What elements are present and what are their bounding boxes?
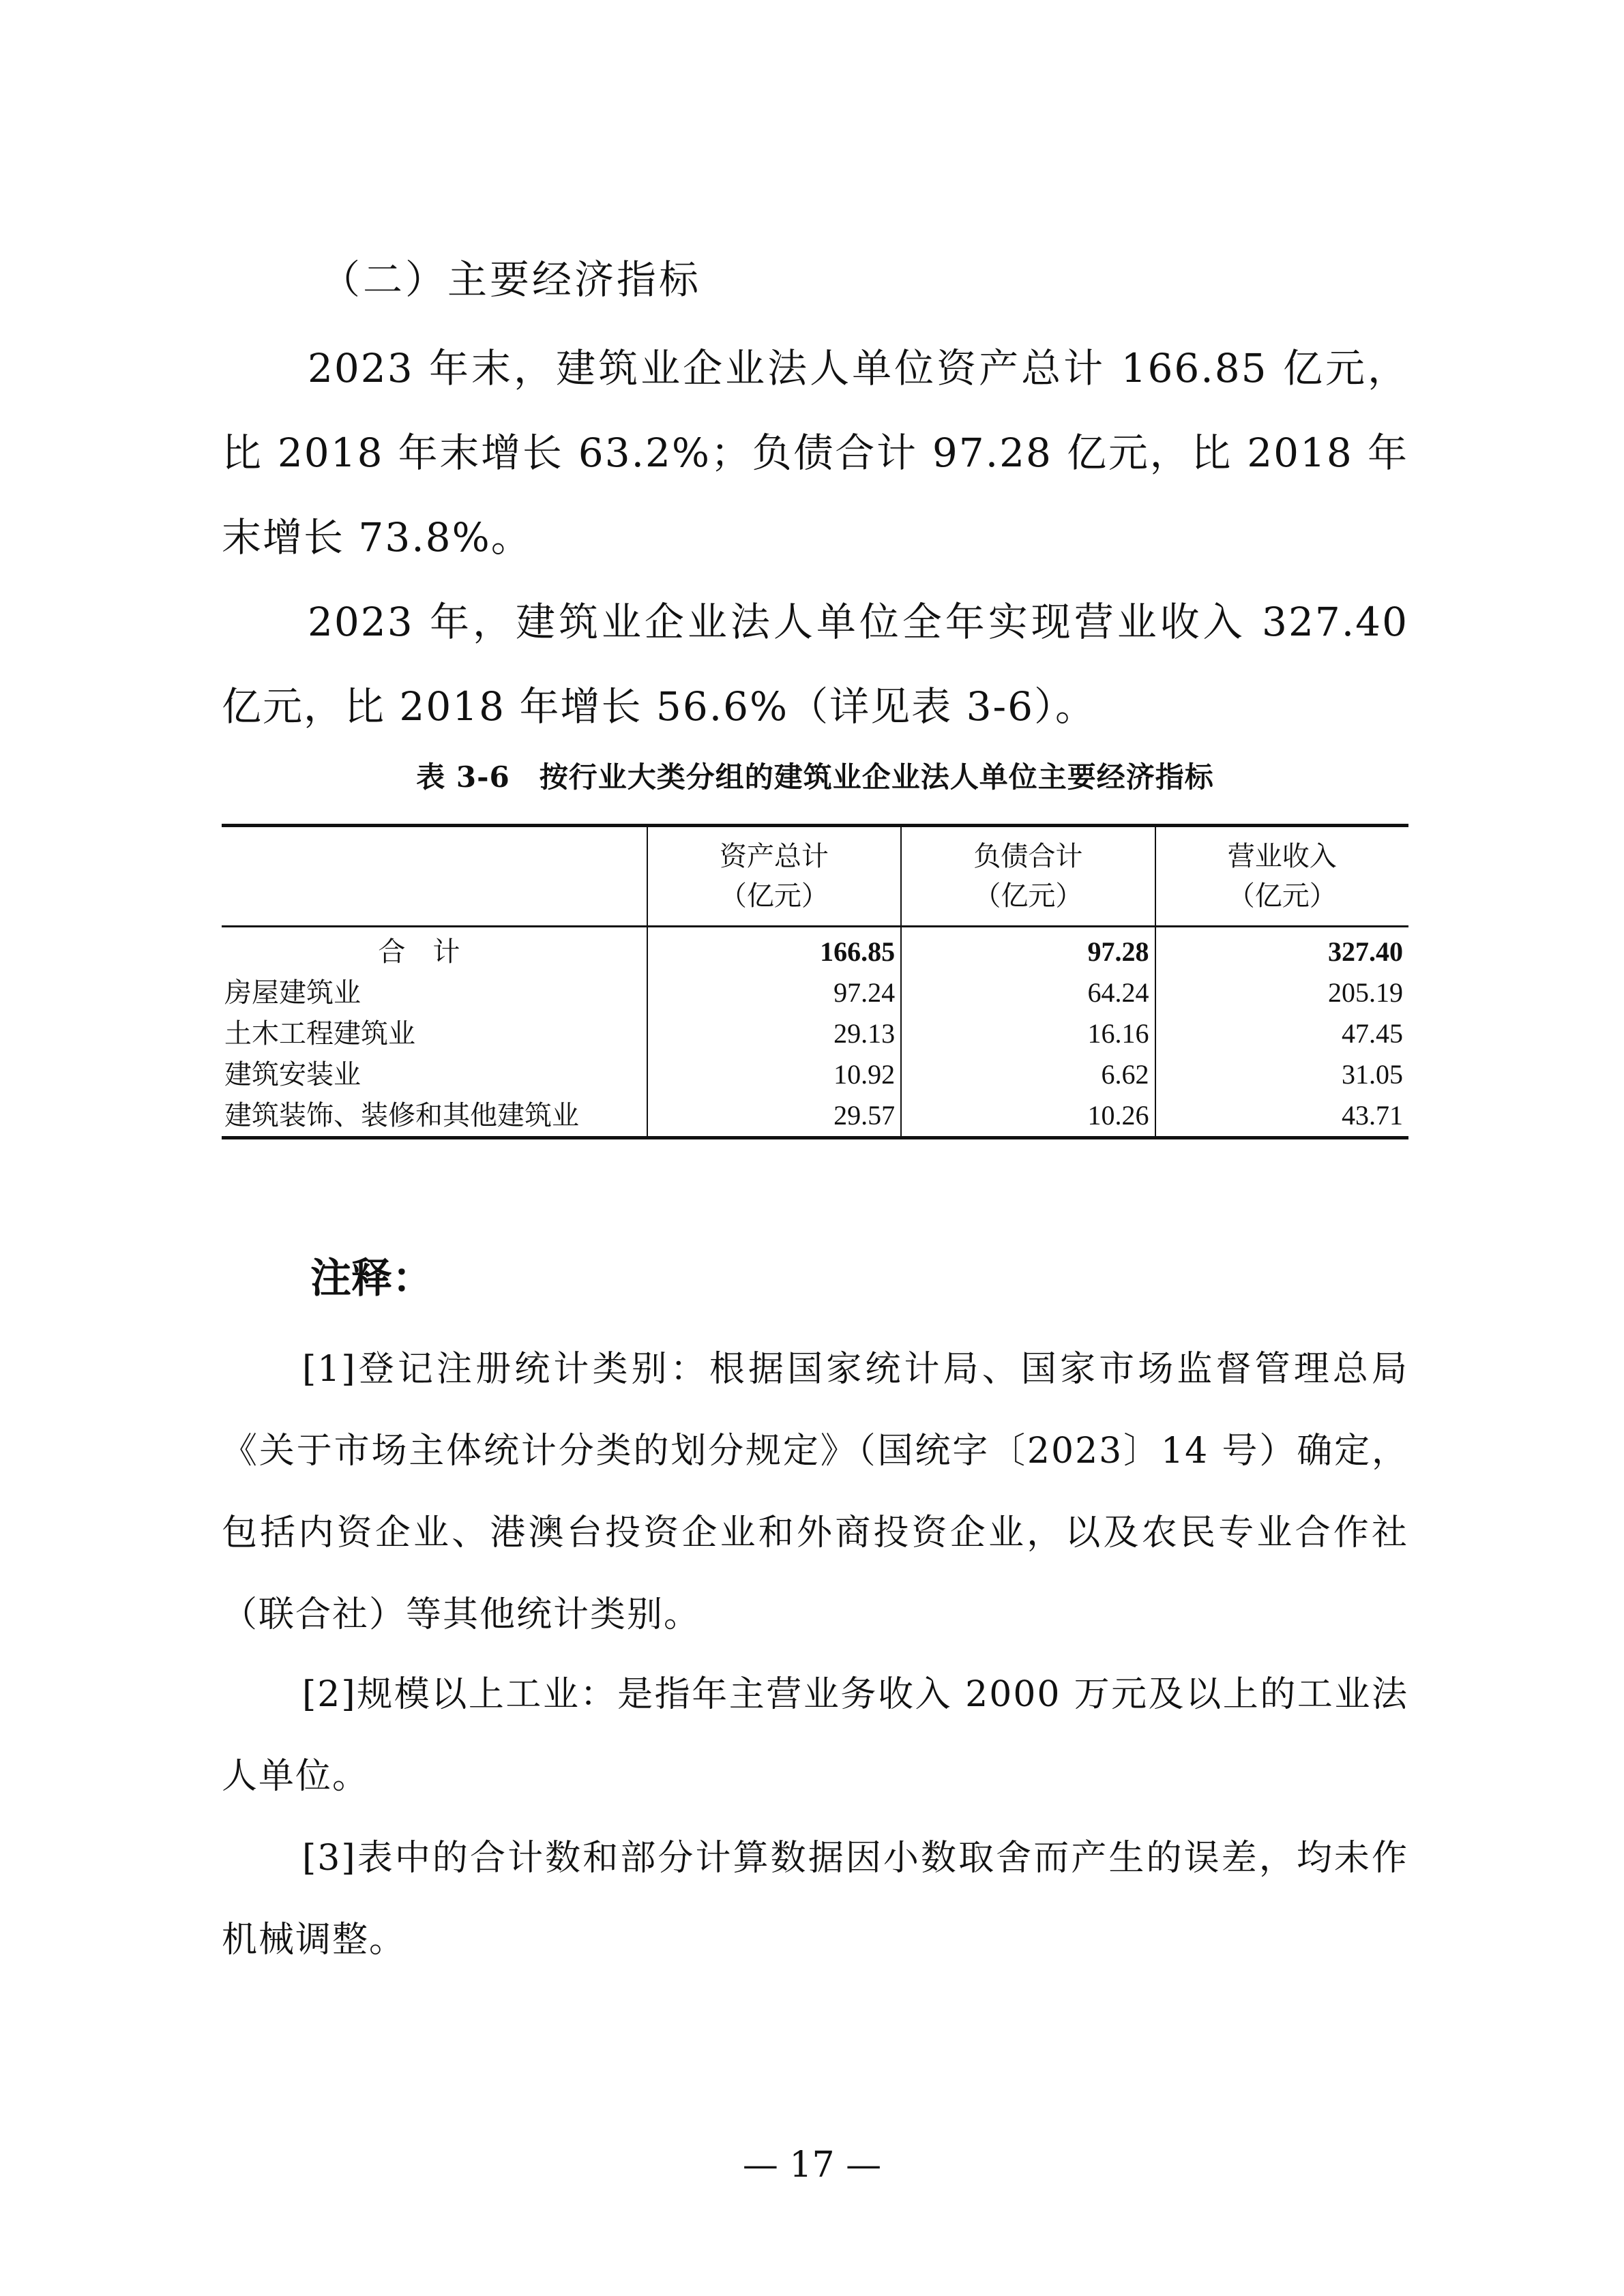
notes-heading: 注释： [310, 1255, 433, 1302]
row-name: 房屋建筑业 [222, 972, 647, 1013]
table-row [222, 972, 1408, 1013]
header-liabilities-label: 负债合计 [973, 841, 1083, 872]
paragraph-revenue: 2023 年，建筑业企业法人单位全年实现营业收入 327.40 亿元，比 2018 年增长 56.6%（详见表 3-6）。 [222, 599, 1408, 730]
page-number: — 17 — [742, 2145, 882, 2186]
header-liabilities-unit: （亿元） [973, 880, 1083, 912]
cell-assets: 29.57 [647, 1095, 901, 1138]
cell-assets: 166.85 [647, 927, 901, 973]
header-assets-unit: （亿元） [719, 880, 829, 912]
cell-assets: 97.24 [647, 972, 901, 1013]
row-name: 建筑安装业 [222, 1054, 647, 1095]
note-3: [3]表中的合计数和部分计算数据因小数取舍而产生的误差，均未作机械调整。 [222, 1838, 1408, 1960]
cell-liabilities: 97.28 [901, 927, 1155, 973]
cell-revenue: 47.45 [1342, 1018, 1403, 1049]
table-caption: 表 3-6 按行业大类分组的建筑业企业法人单位主要经济指标 [416, 760, 1214, 794]
cell-liabilities: 64.24 [901, 972, 1155, 1013]
table-header-row [222, 826, 1408, 927]
cell-revenue: 31.05 [1342, 1059, 1403, 1090]
cell-revenue: 43.71 [1342, 1100, 1403, 1131]
header-assets [647, 826, 901, 927]
row-name: 合计 [222, 927, 647, 973]
header-liabilities [901, 826, 1155, 927]
paragraph-assets-liabilities: 2023 年末，建筑业企业法人单位资产总计 166.85 亿元，比 2018 年末增长 63.2%；负债合计 97.28 亿元，比 2018 年末增长 73.8%。 [222, 345, 1408, 561]
economic-indicators-table [222, 824, 1408, 1139]
header-revenue-label: 营业收入 [1227, 841, 1337, 872]
cell-assets: 29.13 [647, 1013, 901, 1054]
cell-liabilities: 6.62 [901, 1054, 1155, 1095]
section-heading: （二）主要经济指标 [321, 256, 702, 303]
cell-liabilities: 10.26 [901, 1095, 1155, 1138]
table-row-total [222, 927, 1408, 973]
cell-assets: 10.92 [647, 1054, 901, 1095]
table-row [222, 1095, 1408, 1138]
cell-revenue: 327.40 [1328, 936, 1403, 967]
data-table [222, 824, 1408, 1139]
row-name: 建筑装饰、装修和其他建筑业 [222, 1095, 647, 1138]
table-row [222, 1013, 1408, 1054]
note-2: [2]规模以上工业：是指年主营业务收入 2000 万元及以上的工业法人单位。 [222, 1674, 1408, 1797]
header-assets-label: 资产总计 [719, 841, 829, 872]
header-blank [222, 826, 647, 927]
table-row [222, 1054, 1408, 1095]
cell-liabilities: 16.16 [901, 1013, 1155, 1054]
header-revenue [1155, 826, 1408, 927]
row-name: 土木工程建筑业 [222, 1013, 647, 1054]
note-1: [1]登记注册统计类别：根据国家统计局、国家市场监督管理总局《关于市场主体统计分类的划分规定》（国统字〔2023〕14 号）确定，包括内资企业、港澳台投资企业和外商投资企业，以及农民专业合作社（联合社）等其他统计类别。 [222, 1349, 1408, 1635]
header-revenue-unit: （亿元） [1227, 880, 1337, 912]
cell-revenue: 205.19 [1328, 977, 1403, 1008]
